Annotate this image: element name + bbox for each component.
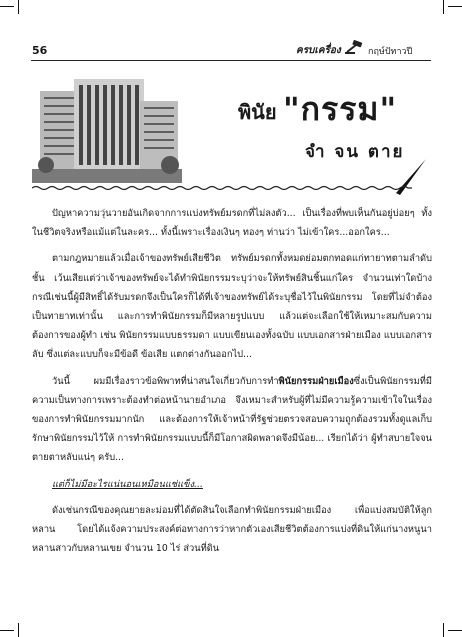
gavel-icon (344, 40, 364, 54)
body-paragraph (32, 372, 432, 468)
emphasized-term: พินัยกรรมฝ่ายเมือง (278, 375, 354, 387)
crop-mark (448, 6, 462, 7)
crop-mark (443, 0, 444, 14)
body-paragraph: ปัญหาความวุ่นวายอันเกิดจากการแบ่งทรัพย์มรดกที่ไม่ลงตัว... เป็นเรื่องที่พบเห็นกันอยู่บ่อยๆ ทั้งในชีวิตจริงหรือแม้แต่ในละคร... ทั้งนี้เพราะเรื่องเงินๆ ทองๆ ท่านว่า ไม่เข้าใคร...ออกใคร... (32, 208, 432, 239)
section-subheading (32, 475, 432, 494)
decorative-wave-divider (32, 185, 412, 191)
paragraph-text: ซึ่งเป็นพินัยกรรมที่มีความเป็นทางการเพราะต้องทำต่อหน้านายอำเภอ จึงเหมาะสำหรับผู้ที่ไม่มีความรู้ความเข้าใจในเรื่องของการทำพินัยกรรมมากนัก และต้องการให้เจ้าหน้าที่รัฐช่วยตรวจสอบความถูกต้องรวมทั้งดูแลเก็บรักษาพินัยกรรมไว้ให้ การทำพินัยกรรมแบบนี้ก็มีโอกาสผิดพลาดจึงมีน้อย... เรียกได้ว่า ผู้ทำสบายใจจนตายตาหลับแน่ๆ ครับ... (32, 375, 432, 464)
crop-mark (0, 630, 14, 631)
crop-mark (0, 6, 14, 7)
page-number: 56 (32, 44, 48, 57)
subheading-text: แต่ก็ไม่มีอะไรแน่นอนเหมือนแช่แข็ง... (52, 478, 203, 490)
brush-stroke-decoration (392, 157, 428, 197)
article-author: จำ จน ตาย (305, 142, 405, 162)
government-building-photo (32, 71, 182, 183)
header-subtitle: กฤษ์ปัทาวปี (368, 47, 413, 57)
article-title-prefix: พินัย (238, 100, 277, 124)
article-title-word: "กรรม" (283, 90, 398, 128)
article-body (32, 204, 432, 558)
body-paragraph: ดังเช่นกรณีของคุณยายละม่อมที่ได้ตัดสินใจเลือกทำพินัยกรรมฝ่ายเมือง เพื่อแบ่งสมบัติให้ลูกหลาน โดยได้แจ้งความประสงค์ต่อทางการว่าหากตัวเองเสียชีวิตต้องการแบ่งที่ดินให้แก่นางหนูนา หลานสาวกับหลานเขย จำนวน 10 ไร่ ส่วนที่ดิน (32, 504, 432, 555)
magazine-logo: ครบเครื่อง (296, 45, 341, 56)
paragraph-text: วันนี้ ผมมีเรื่องราวข้อพิพาทที่น่าสนใจเกี่ยวกับการทำ (52, 375, 279, 387)
crop-mark (443, 623, 444, 637)
body-paragraph: ตามกฎหมายแล้วเมื่อเจ้าของทรัพย์เสียชีวิต ทรัพย์มรดกทั้งหมดย่อมตกทอดแก่ทายาทตามลำดับชั้น เว้นเสียแต่ว่าเจ้าของทรัพย์จะได้ทำพินัยกรรมระบุว่าจะให้ทรัพย์สินชิ้นแก่ใคร จำนวนเท่าใดบ้าง กรณีเช่นนี้ผู้มีสิทธิ์ได้รับมรดกจึงเป็นใครก็ได้ที่เจ้าของทรัพย์ได้ระบุชื่อไว้ในพินัยกรรม โดยที่ไม่จำต้องเป็นทายาทเท่านั้น และการทำพินัยกรรมก็มีหลายรูปแบบ แล้วแต่จะเลือกใช้ให้เหมาะสมกับความต้องการของผู้ทำ เช่น พินัยกรรมแบบธรรมดา แบบเขียนเองทั้งฉบับ แบบเอกสารฝ่ายเมือง แบบเอกสารลับ ซึ่งแต่ละแบบก็จะมีข้อดี ข้อเสีย แตกต่างกันออกไป... (32, 253, 432, 361)
header-divider (31, 60, 431, 61)
crop-mark (448, 630, 462, 631)
crop-mark (18, 623, 19, 637)
crop-mark (18, 0, 19, 14)
